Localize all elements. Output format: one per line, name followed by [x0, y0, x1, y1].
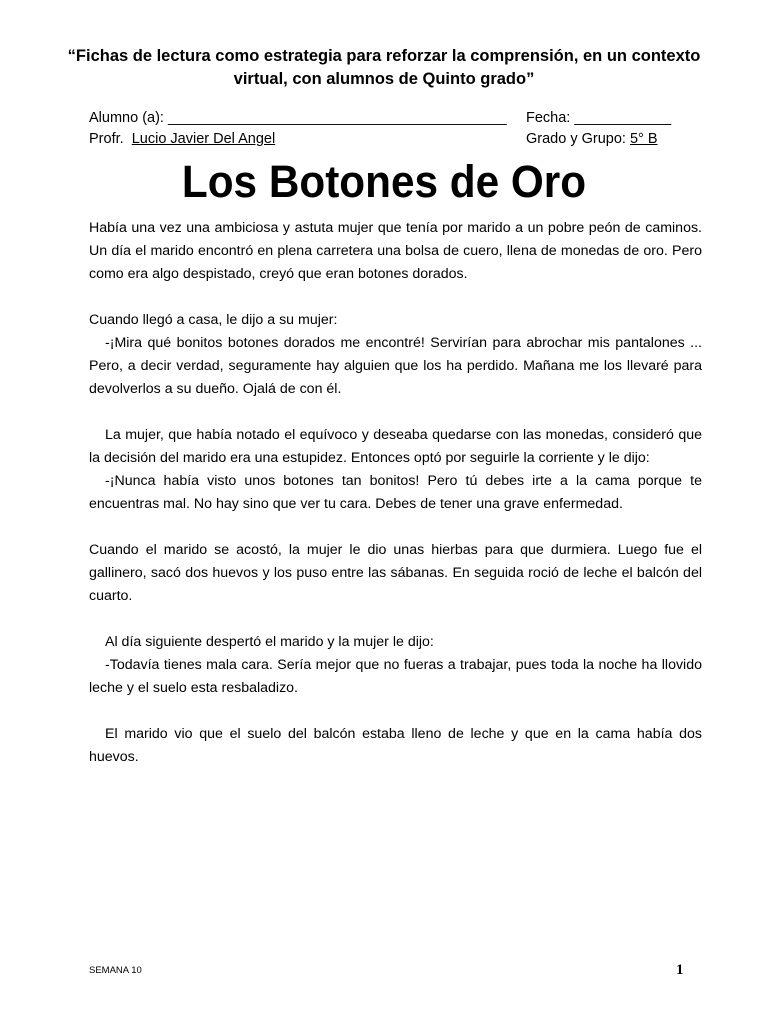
story-title: Los Botones de Oro [181, 156, 587, 207]
story-paragraph: -Todavía tienes mala cara. Sería mejor que no fueras a trabajar, pues toda la noche ha llovido leche y el suelo esta resbaladizo. [89, 657, 702, 696]
date-label: Fecha: [526, 110, 571, 126]
footer-week: SEMANA 10 [89, 965, 142, 976]
teacher-label: Profr. [89, 131, 124, 147]
student-date-row [89, 109, 689, 127]
worksheet-header-title: “Fichas de lectura como estrategia para reforzar la comprensión, en un contexto virtual, con alumnos de Quinto grado” [67, 47, 701, 88]
story-body [89, 217, 702, 769]
grade-value: 5° B [629, 131, 658, 147]
story-paragraph: Había una vez una ambiciosa y astuta mujer que tenía por marido a un pobre peón de caminos. Un día el marido encontró en plena carretera una bolsa de cuero, llena de monedas de oro. Pero como era algo despistado, creyó que eran botones dorados. [89, 220, 702, 282]
date-field [526, 109, 671, 127]
teacher-grade-row [89, 130, 689, 148]
story-paragraph: -¡Mira qué bonitos botones dorados me encontré! Servirían para abrochar mis pantalones ... Pero, a decir verdad, seguramente hay alguien que los ha perdido. Mañana me los llevaré para devolverlos a su dueño. Ojalá de con él. [89, 335, 702, 397]
story-paragraph: -¡Nunca había visto unos botones tan bonitos! Pero tú debes irte a la cama porque te encuentras mal. No hay sino que ver tu cara. Debes de tener una grave enfermedad. [89, 473, 702, 512]
date-blank: ____________ [574, 110, 672, 126]
story-paragraph: Al día siguiente despertó el marido y la mujer le dijo: [105, 634, 434, 650]
grade-field [526, 130, 658, 148]
story-paragraph: El marido vio que el suelo del balcón estaba lleno de leche y que en la cama había dos huevos. [89, 726, 702, 765]
story-paragraph: Cuando llegó a casa, le dijo a su mujer: [89, 312, 338, 328]
student-name-blank: __________________________________________ [167, 110, 507, 126]
grade-label: Grado y Grupo: [526, 131, 626, 147]
story-paragraph: La mujer, que había notado el equívoco y deseaba quedarse con las monedas, consideró que la decisión del marido era una estupidez. Entonces optó por seguirle la corriente y le dijo: [89, 427, 702, 466]
story-paragraph: Cuando el marido se acostó, la mujer le dio unas hierbas para que durmiera. Luego fue el gallinero, sacó dos huevos y los puso entre las sábanas. En seguida roció de leche el balcón del cuarto. [89, 542, 702, 604]
footer-page-number: 1 [676, 962, 684, 978]
student-label: Alumno (a): [89, 110, 164, 126]
teacher-name: Lucio Javier Del Angel [131, 131, 276, 147]
